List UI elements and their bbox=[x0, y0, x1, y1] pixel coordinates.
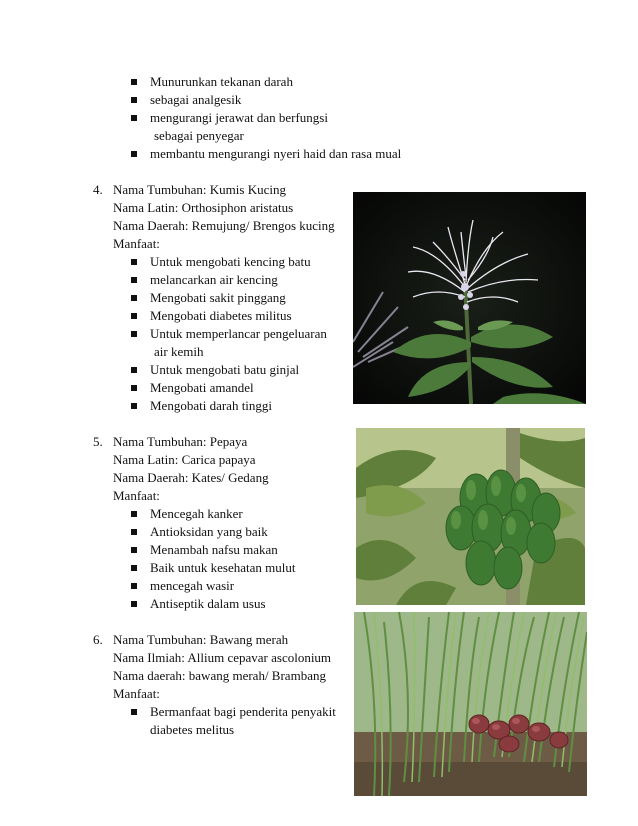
latin-name: Nama Latin: Orthosiphon aristatus bbox=[113, 200, 294, 215]
latin-name: Nama Latin: Carica papaya bbox=[113, 452, 256, 467]
bullet-square-icon bbox=[131, 313, 137, 319]
list-item: Antioksidan yang baik bbox=[150, 524, 268, 539]
list-item: Antiseptik dalam usus bbox=[150, 596, 266, 611]
bullet-square-icon bbox=[131, 277, 137, 283]
list-item: Mencegah kanker bbox=[150, 506, 243, 521]
bullet-square-icon bbox=[131, 259, 137, 265]
list-item: Mengobati darah tinggi bbox=[150, 398, 273, 413]
bullet-square-icon bbox=[131, 583, 137, 589]
list-item: sebagai analgesik bbox=[150, 92, 242, 107]
benefits-label: Manfaat: bbox=[113, 686, 160, 701]
list-item: Mengobati amandel bbox=[150, 380, 254, 395]
bullet-square-icon bbox=[131, 295, 137, 301]
bullet-square-icon bbox=[131, 709, 137, 715]
bullet-square-icon bbox=[131, 385, 137, 391]
latin-name: Nama Ilmiah: Allium cepavar ascolonium bbox=[113, 650, 332, 665]
bullet-square-icon bbox=[131, 529, 137, 535]
plant-name: Nama Tumbuhan: Kumis Kucing bbox=[113, 182, 286, 197]
bullet-square-icon bbox=[131, 79, 137, 85]
list-item: Menambah nafsu makan bbox=[150, 542, 278, 557]
list-item: membantu mengurangi nyeri haid dan rasa mual bbox=[150, 146, 402, 161]
list-item: Mengobati sakit pinggang bbox=[150, 290, 286, 305]
benefits-label: Manfaat: bbox=[113, 236, 160, 251]
bullet-square-icon bbox=[131, 151, 137, 157]
bullet-square-icon bbox=[131, 367, 137, 373]
section-number: 5. bbox=[93, 434, 103, 449]
section-number: 4. bbox=[93, 182, 103, 197]
bullet-square-icon bbox=[131, 565, 137, 571]
bullet-square-icon bbox=[131, 511, 137, 517]
section-number: 6. bbox=[93, 632, 103, 647]
list-item: melancarkan air kencing bbox=[150, 272, 278, 287]
benefits-label: Manfaat: bbox=[113, 488, 160, 503]
list-item: Munurunkan tekanan darah bbox=[150, 74, 293, 89]
list-item: Mengobati diabetes militus bbox=[150, 308, 292, 323]
kumis-kucing-photo bbox=[353, 192, 586, 404]
bullet-square-icon bbox=[131, 331, 137, 337]
list-item: Bermanfaat bagi penderita penyakit bbox=[150, 704, 336, 719]
list-item: mencegah wasir bbox=[150, 578, 235, 593]
regional-name: Nama Daerah: Remujung/ Brengos kucing bbox=[113, 218, 335, 233]
bullet-square-icon bbox=[131, 547, 137, 553]
pepaya-photo bbox=[356, 428, 585, 605]
bullet-square-icon bbox=[131, 97, 137, 103]
list-item-continuation: sebagai penyegar bbox=[154, 128, 244, 143]
list-item-continuation: air kemih bbox=[154, 344, 204, 359]
list-item: Untuk mengobati batu ginjal bbox=[150, 362, 300, 377]
plant-name: Nama Tumbuhan: Bawang merah bbox=[113, 632, 289, 647]
list-item-continuation: diabetes melitus bbox=[150, 722, 235, 737]
bullet-square-icon bbox=[131, 601, 137, 607]
regional-name: Nama daerah: bawang merah/ Brambang bbox=[113, 668, 326, 683]
list-item: Baik untuk kesehatan mulut bbox=[150, 560, 296, 575]
list-item: mengurangi jerawat dan berfungsi bbox=[150, 110, 328, 125]
list-item: Untuk mengobati kencing batu bbox=[150, 254, 311, 269]
bullet-square-icon bbox=[131, 403, 137, 409]
regional-name: Nama Daerah: Kates/ Gedang bbox=[113, 470, 269, 485]
plant-name: Nama Tumbuhan: Pepaya bbox=[113, 434, 248, 449]
bullet-square-icon bbox=[131, 115, 137, 121]
list-item: Untuk memperlancar pengeluaran bbox=[150, 326, 327, 341]
bawang-merah-photo bbox=[354, 612, 587, 796]
